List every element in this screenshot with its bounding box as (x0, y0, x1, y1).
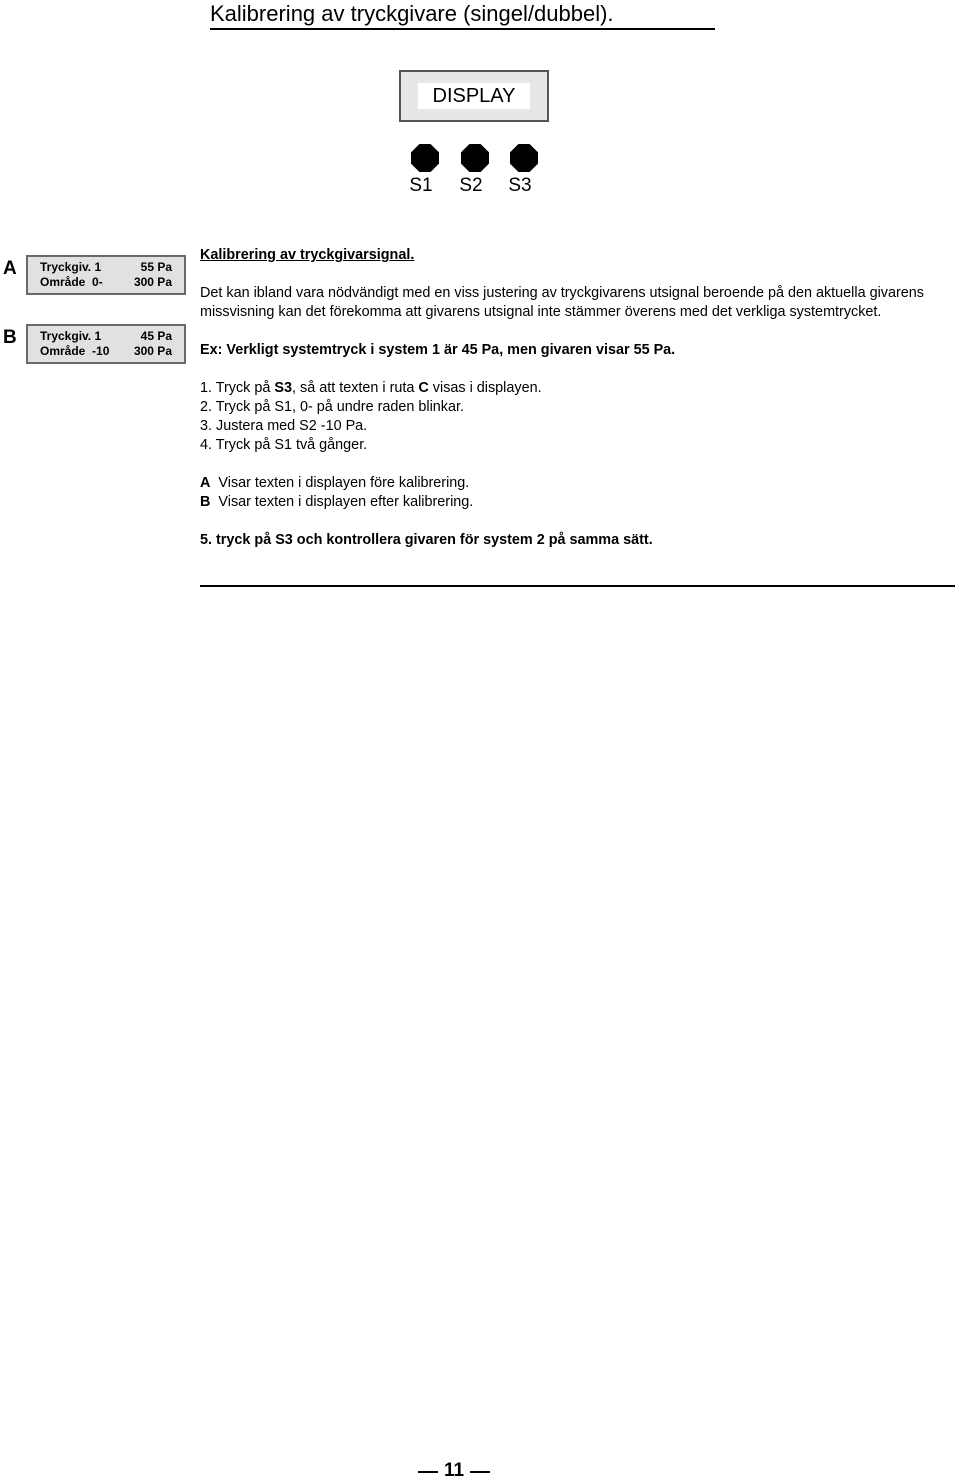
section-heading: Kalibrering av tryckgivarsignal. (200, 247, 415, 263)
display-a-line-1 (40, 260, 172, 275)
display-a-line-2-right: 300 Pa (133, 275, 172, 289)
display-a-letter: A (3, 258, 17, 279)
example-line: Ex: Verkligt systemtryck i system 1 är 45 Pa, men givaren visar 55 Pa. (200, 342, 676, 358)
intro-paragraph: Det kan ibland vara nödvändigt med en viss justering av tryckgivarens utsignal beroende på den aktuella givarens missvisning kan det förekomma att givarens utsignal inte stämmer överens med det verkliga systemtrycket. (200, 285, 924, 320)
display-b-line-2-left: Område -10 (40, 344, 110, 358)
display-b-line-2-right: 300 Pa (133, 344, 172, 358)
s1-label: S1 (409, 175, 433, 196)
display-b-line-1 (40, 329, 172, 344)
page-number (418, 1460, 490, 1479)
display-b-line-1-left: Tryckgiv. 1 (40, 329, 102, 343)
display-panel (399, 70, 549, 122)
display-a-line-1-left: Tryckgiv. 1 (40, 260, 102, 274)
s2-button-icon (461, 144, 489, 172)
page-number-text: 11 (443, 1460, 465, 1481)
display-b-line-2 (40, 344, 172, 359)
step-4: 4. Tryck på S1 två gånger. (200, 437, 368, 453)
s3-label: S3 (508, 175, 532, 196)
display-b-letter: B (3, 327, 17, 348)
display-b-line-1-right: 45 Pa (140, 329, 172, 343)
display-a-line-2 (40, 275, 172, 290)
display-a-line-1-right: 55 Pa (140, 260, 172, 274)
s3-button-icon (510, 144, 538, 172)
display-a (26, 255, 186, 295)
step-2: 2. Tryck på S1, 0- på undre raden blinkar. (200, 399, 464, 415)
page-number-dash-right (470, 1471, 490, 1473)
page-number-dash-left (418, 1471, 438, 1473)
legend-a: A Visar texten i displayen före kalibrering. (200, 475, 470, 491)
divider (200, 585, 955, 587)
display-a-line-2-left: Område 0- (40, 275, 103, 289)
instructions (200, 246, 960, 550)
display-label: DISPLAY (418, 83, 530, 109)
step-1: 1. Tryck på S3, så att texten i ruta C visas i displayen. (200, 380, 542, 396)
display-b (26, 324, 186, 364)
page-title: Kalibrering av tryckgivare (singel/dubbel). (210, 0, 715, 30)
s1-button-icon (411, 144, 439, 172)
final-step: 5. tryck på S3 och kontrollera givaren för system 2 på samma sätt. (200, 532, 653, 548)
step-3: 3. Justera med S2 -10 Pa. (200, 418, 368, 434)
legend-b: B Visar texten i displayen efter kalibrering. (200, 494, 474, 510)
s2-label: S2 (459, 175, 483, 196)
